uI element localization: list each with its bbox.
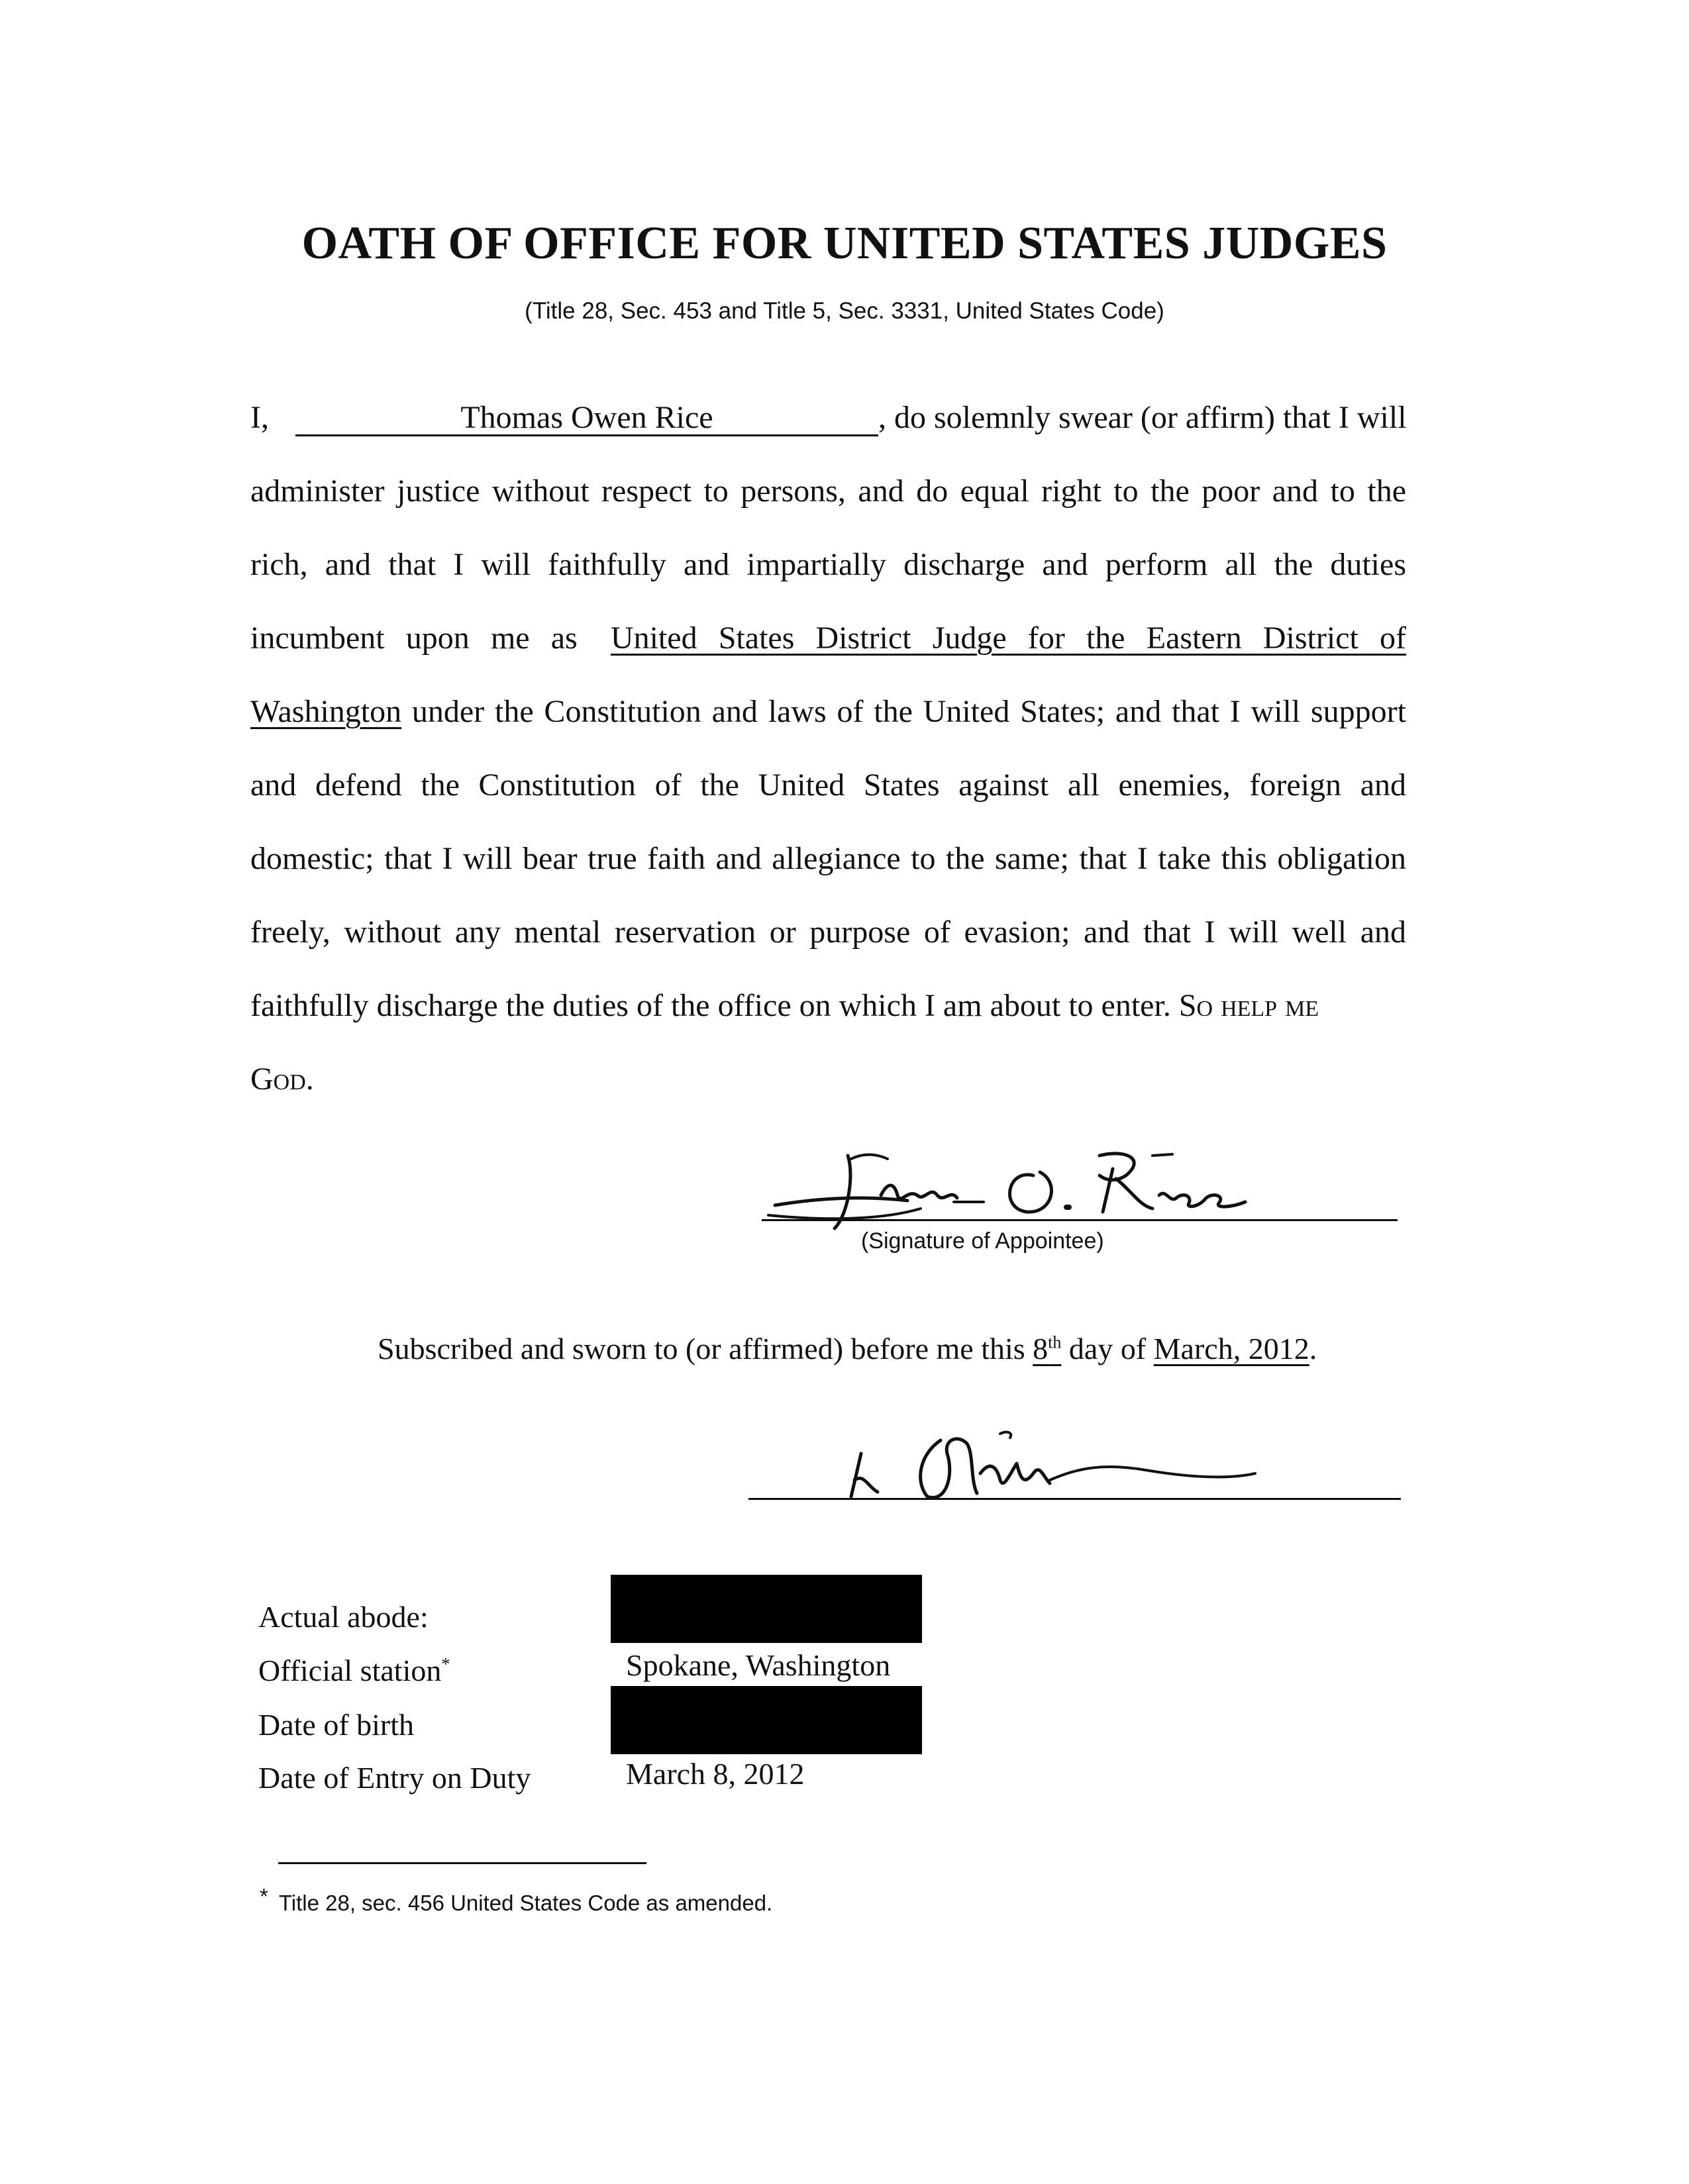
document-subtitle: (Title 28, Sec. 453 and Title 5, Sec. 3331, United States Code) — [525, 298, 1164, 324]
closing-phrase-1: So help me — [1178, 988, 1319, 1023]
official-signature-image — [841, 1414, 1278, 1507]
appointee-signature-line — [762, 1219, 1398, 1221]
oath-line-5-rest: under the Constitution and laws of the United States; and that I will support — [411, 694, 1406, 729]
oath-line-4-lead: incumbent upon me as — [250, 620, 578, 656]
sworn-statement — [378, 1331, 1317, 1366]
footnote-text: Title 28, sec. 456 United States Code as amended. — [278, 1891, 773, 1915]
oath-line-8: freely, without any mental reservation or purpose of evasion; and that I will well and — [250, 915, 1406, 950]
appointee-signature-caption: (Signature of Appointee) — [861, 1228, 1104, 1254]
oath-body — [250, 381, 1406, 1116]
oath-line-5 — [250, 675, 1406, 748]
sworn-date: March, 2012 — [1153, 1332, 1309, 1365]
footnote-divider — [278, 1862, 646, 1864]
sworn-day — [1033, 1332, 1061, 1365]
oath-line-1 — [250, 381, 1406, 454]
closing-phrase-2: God. — [250, 1062, 314, 1097]
entry-on-duty-value: March 8, 2012 — [626, 1757, 805, 1791]
sworn-day-number: 8 — [1033, 1332, 1049, 1365]
position-title-part2: Washington — [250, 694, 402, 729]
sworn-text-before: Subscribed and sworn to (or affirmed) before me this — [378, 1332, 1025, 1365]
sworn-text-mid: day of — [1068, 1332, 1147, 1365]
oath-line-6: and defend the Constitution of the United States against all enemies, foreign and — [250, 768, 1406, 803]
footnote-marker: * — [260, 1884, 268, 1909]
sworn-text-end: . — [1309, 1332, 1317, 1365]
footnote — [260, 1884, 773, 1916]
official-station-marker: * — [441, 1654, 450, 1674]
date-of-birth-label: Date of birth — [258, 1708, 415, 1742]
oath-line-4 — [250, 601, 1406, 675]
appointee-name: Thomas Owen Rice — [460, 400, 713, 435]
document-title: OATH OF OFFICE FOR UNITED STATES JUDGES — [301, 218, 1388, 269]
actual-abode-label: Actual abode: — [258, 1600, 429, 1634]
actual-abode-redaction — [611, 1575, 922, 1643]
official-station-value: Spokane, Washington — [626, 1648, 891, 1682]
oath-line-1-rest: , do solemnly swear (or affirm) that I will — [878, 400, 1407, 435]
official-station-label-text: Official station — [258, 1654, 442, 1687]
appointee-name-field — [295, 401, 878, 436]
oath-line-9 — [250, 969, 1406, 1042]
oath-line-2: administer justice without respect to persons, and do equal right to the poor and to the — [250, 473, 1406, 509]
oath-line-3: rich, and that I will faithfully and impartially discharge and perform all the duties — [250, 547, 1406, 582]
oath-line-9-text: faithfully discharge the duties of the office on which I am about to enter. — [250, 988, 1171, 1023]
date-of-birth-redaction — [611, 1686, 922, 1754]
oath-line-7: domestic; that I will bear true faith and allegiance to the same; that I take this obligation — [250, 841, 1406, 876]
sworn-day-suffix: th — [1048, 1332, 1062, 1352]
entry-on-duty-label: Date of Entry on Duty — [258, 1761, 531, 1795]
official-signature-line — [748, 1498, 1401, 1500]
official-station-label — [258, 1653, 450, 1688]
oath-prefix: I, — [250, 400, 269, 435]
position-title-part1: United States District Judge for the Eastern District of — [610, 620, 1407, 656]
